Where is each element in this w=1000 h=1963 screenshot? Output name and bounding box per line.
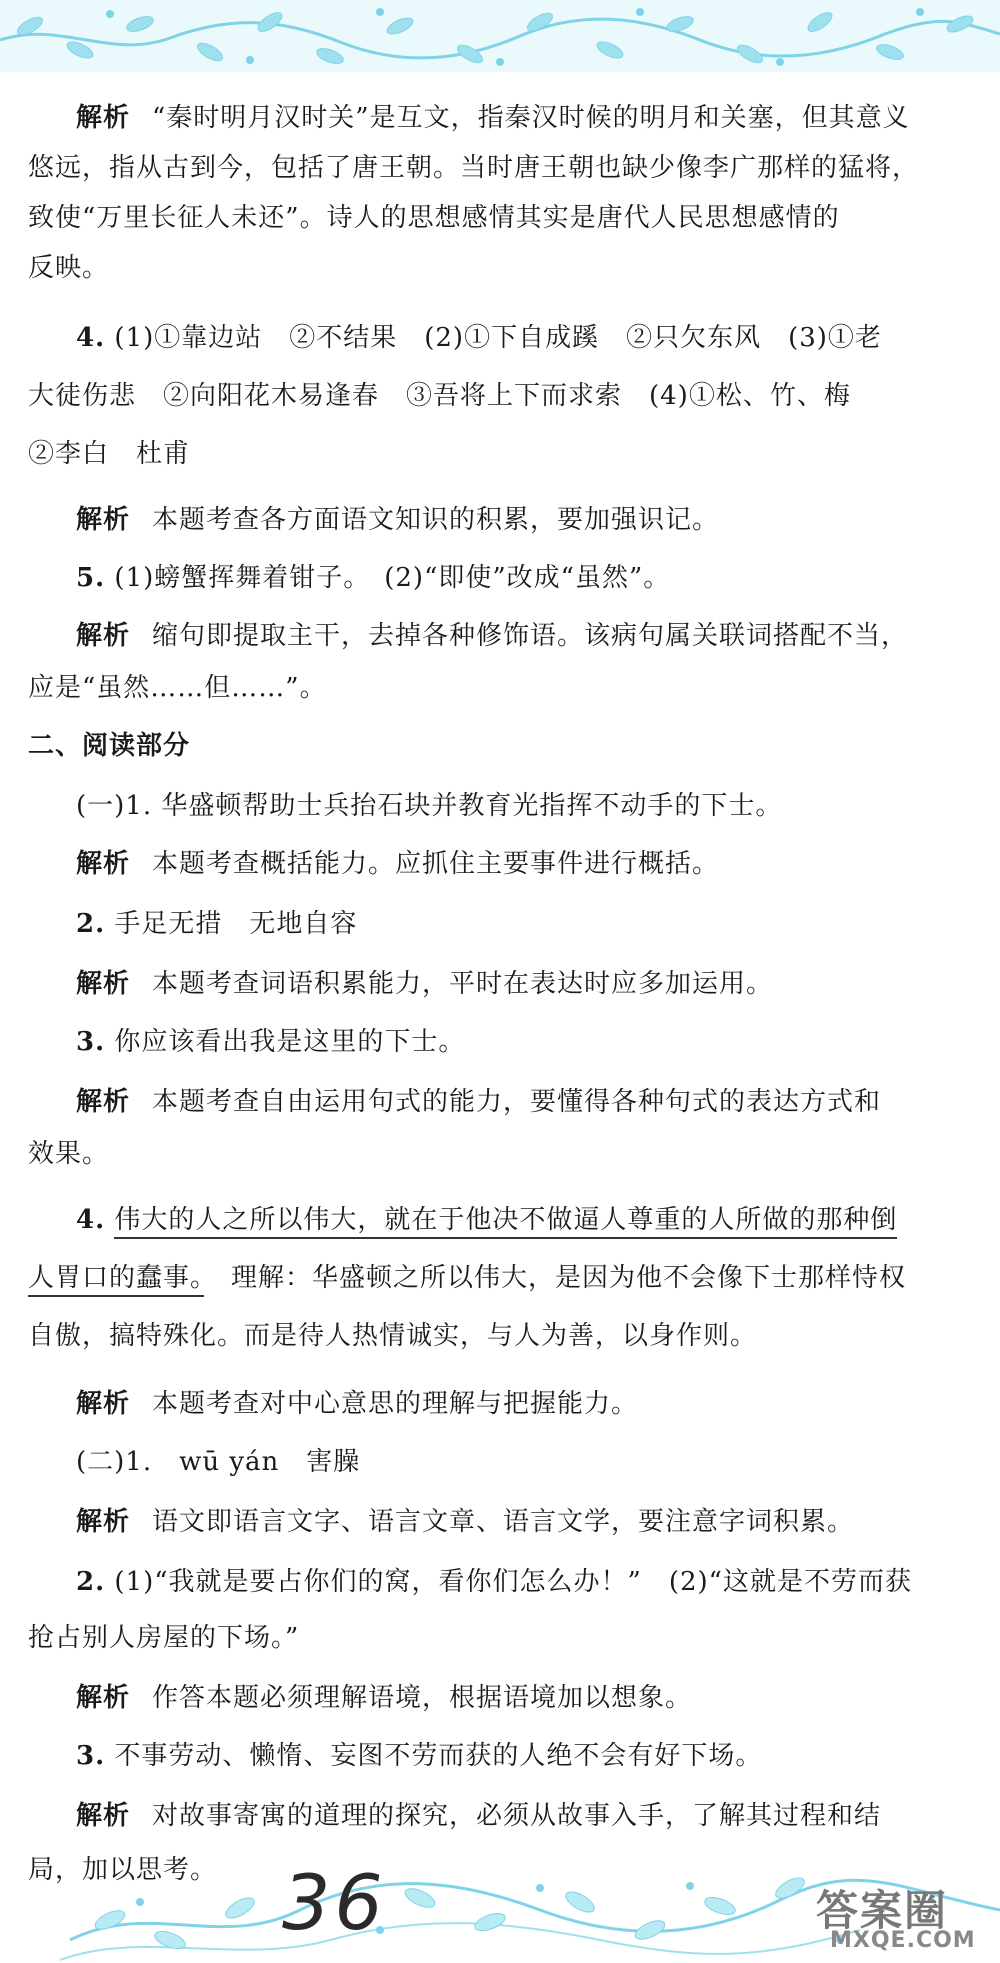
text-line: 人胃口的蠢事。 理解：华盛顿之所以伟大，是因为他不会像下士那样恃权 [28, 1258, 906, 1298]
text-line: 4. (1)①靠边站 ②不结果 (2)①下自成蹊 ②只欠东风 (3)①老 [76, 323, 882, 353]
text-line: 自傲，搞特殊化。而是待人热情诚实，与人为善，以身作则。 [28, 1321, 758, 1351]
text-line: 解析 本题考查各方面语文知识的积累，要加强识记。 [76, 505, 720, 535]
question-number: 2. [76, 1567, 106, 1597]
watermark-logo-text: 答案圈 [816, 1886, 949, 1935]
text-line: 大徒伤悲 ②向阳花木易逢春 ③吾将上下而求索 (4)①松、竹、梅 [28, 381, 851, 411]
text-line: 解析 本题考查对中心意思的理解与把握能力。 [76, 1389, 639, 1419]
text-line: 解析 缩句即提取主干，去掉各种修饰语。该病句属关联词搭配不当， [76, 621, 909, 651]
page-number: 36 [282, 1858, 387, 1947]
analysis-label: 解析 [76, 621, 131, 651]
question-number: 4. [76, 1205, 106, 1235]
text-line: 反映。 [28, 253, 110, 283]
text-line: ②李白 杜甫 [28, 439, 191, 469]
text-line: 悠远，指从古到今，包括了唐王朝。当时唐王朝也缺少像李广那样的猛将， [28, 153, 920, 183]
analysis-label: 解析 [76, 103, 131, 133]
question-number: 2. [76, 909, 106, 939]
text-line: 解析 本题考查词语积累能力，平时在表达时应多加运用。 [76, 969, 774, 999]
analysis-label: 解析 [76, 1087, 131, 1117]
text-line: 5. (1)螃蟹挥舞着钳子。 (2)“即使”改成“虽然”。 [76, 563, 671, 593]
text-line: (二)1. wū yán 害臊 [76, 1447, 361, 1477]
analysis-label: 解析 [76, 849, 131, 879]
text-line: 解析 “秦时明月汉时关”是互文，指秦汉时候的明月和关塞，但其意义 [76, 103, 910, 133]
text-line: 3. 你应该看出我是这里的下士。 [76, 1027, 466, 1057]
text-line: 解析 对故事寄寓的道理的探究，必须从故事入手，了解其过程和结 [76, 1801, 882, 1831]
text-line: 抢占别人房屋的下场。” [28, 1623, 300, 1653]
analysis-label: 解析 [76, 969, 131, 999]
text-line: 2. (1)“我就是要占你们的窝，看你们怎么办！” (2)“这就是不劳而获 [76, 1567, 912, 1597]
text-line: 应是“虽然……但……”。 [28, 673, 327, 703]
text-line: 解析 本题考查概括能力。应抓住主要事件进行概括。 [76, 849, 720, 879]
text-line: 2. 手足无措 无地自容 [76, 909, 358, 939]
text-line [76, 1200, 897, 1240]
text-line: 3. 不事劳动、懒惰、妄图不劳而获的人绝不会有好下场。 [76, 1741, 763, 1771]
underlined-quote: 伟大的人之所以伟大，就在于他决不做逼人尊重的人所做的那种倒 [114, 1205, 897, 1239]
analysis-label: 解析 [76, 505, 131, 535]
question-number: 5. [76, 563, 106, 593]
text-line: 解析 本题考查自由运用句式的能力，要懂得各种句式的表达方式和 [76, 1087, 882, 1117]
site-watermark [808, 1878, 998, 1958]
top-vine-border [0, 0, 1000, 72]
watermark-url: MXQE.COM [830, 1928, 976, 1953]
text-line: 效果。 [28, 1139, 110, 1169]
text-line: 致使“万里长征人未还”。诗人的思想感情其实是唐代人民思想感情的 [28, 203, 840, 233]
underlined-quote: 人胃口的蠢事。 [28, 1263, 204, 1297]
question-number: 3. [76, 1741, 106, 1771]
analysis-label: 解析 [76, 1683, 131, 1713]
question-number: 4. [76, 323, 106, 353]
analysis-label: 解析 [76, 1389, 131, 1419]
analysis-label: 解析 [76, 1507, 131, 1537]
text-line: 局，加以思考。 [28, 1855, 218, 1885]
analysis-label: 解析 [76, 1801, 131, 1831]
text-line: (一)1. 华盛顿帮助士兵抬石块并教育光指挥不动手的下士。 [76, 791, 783, 821]
question-number: 3. [76, 1027, 106, 1057]
text-line: 解析 语文即语言文字、语言文章、语言文学，要注意字词积累。 [76, 1507, 855, 1537]
text-line: 解析 作答本题必须理解语境，根据语境加以想象。 [76, 1683, 693, 1713]
section-heading: 二、阅读部分 [28, 731, 191, 761]
